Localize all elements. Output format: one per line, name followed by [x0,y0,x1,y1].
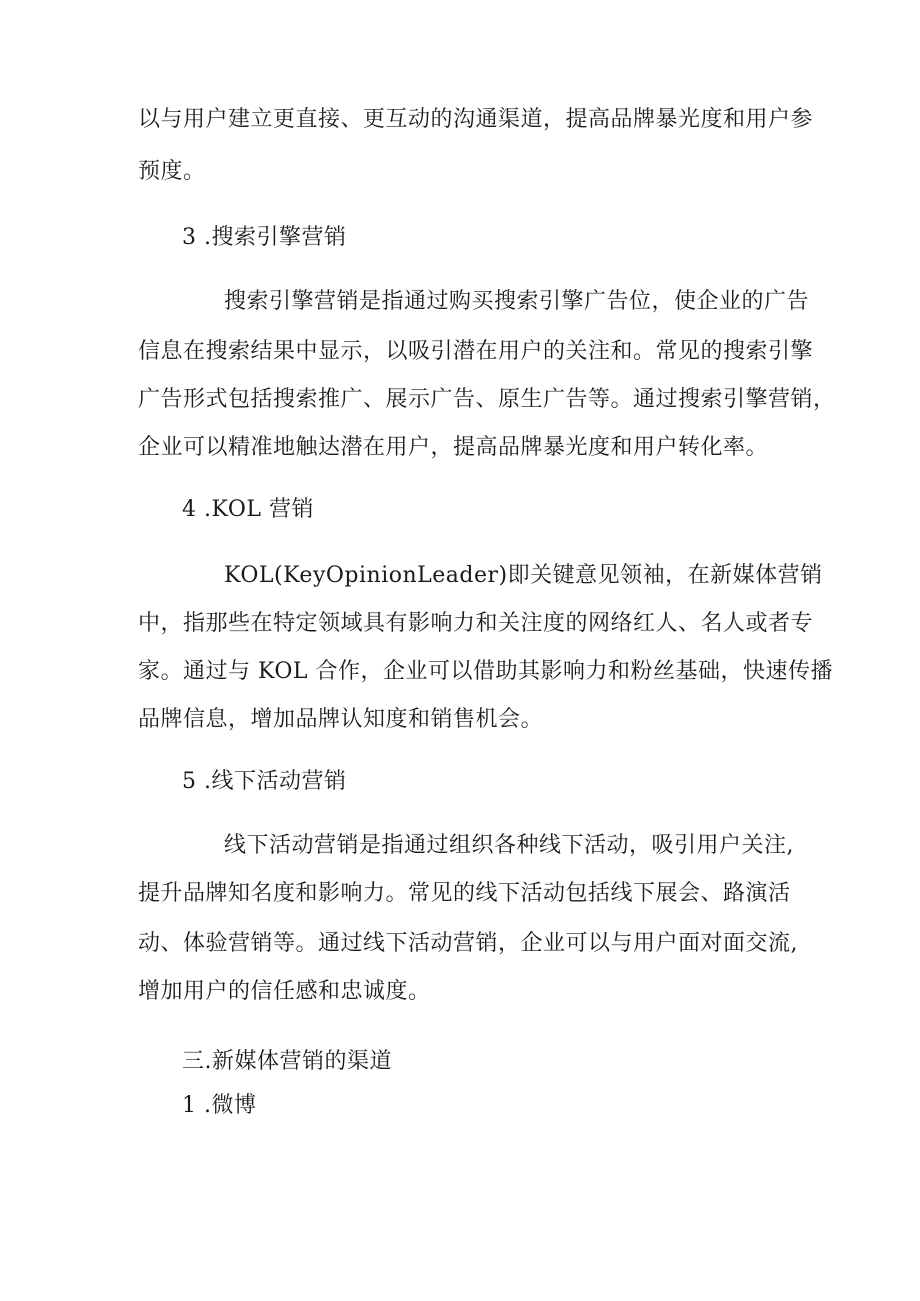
section-heading: 3 .搜索引擎营销 [182,225,347,250]
paragraph-line: 中，指那些在特定领域具有影响力和关注度的网络红人、名人或者专 [138,611,814,636]
paragraph-line: 提升品牌知名度和影响力。常见的线下活动包括线下展会、路演活 [138,881,791,906]
paragraph-line: 以与用户建立更直接、更互动的沟通渠道，提高品牌暴光度和用户参 [138,107,814,132]
paragraph-line: 搜索引擎营销是指通过购买搜索引擎广告位，使企业的广告 [224,289,810,314]
paragraph-line: 线下活动营销是指通过组织各种线下活动，吸引用户关注, [224,833,794,858]
paragraph-line: 广告形式包括搜索推广、展示广告、原生广告等。通过搜索引擎营销， [138,387,836,412]
paragraph-line: 预度。 [138,159,206,184]
section-heading: 4 .KOL 营销 [182,497,314,522]
paragraph-line: 家。通过与 KOL 合作，企业可以借助其影响力和粉丝基础，快速传播 [138,659,833,684]
subsection-heading: 1 .微博 [182,1093,257,1118]
paragraph-line: 动、体验营销等。通过线下活动营销，企业可以与用户面对面交流, [138,931,798,956]
paragraph-line: 企业可以精准地触达潜在用户，提高品牌暴光度和用户转化率。 [138,435,769,460]
paragraph-line: 信息在搜索结果中显示，以吸引潜在用户的关注和。常见的搜索引擎 [138,339,814,364]
chapter-heading: 三.新媒体营销的渠道 [182,1049,392,1074]
paragraph-line: 品牌信息，增加品牌认知度和销售机会。 [138,707,544,732]
paragraph-line: 增加用户的信任感和忠诚度。 [138,979,431,1004]
section-heading: 5 .线下活动营销 [182,769,347,794]
paragraph-line: KOL(KeyOpinionLeader)即关键意见领袖，在新媒体营销 [224,563,823,588]
